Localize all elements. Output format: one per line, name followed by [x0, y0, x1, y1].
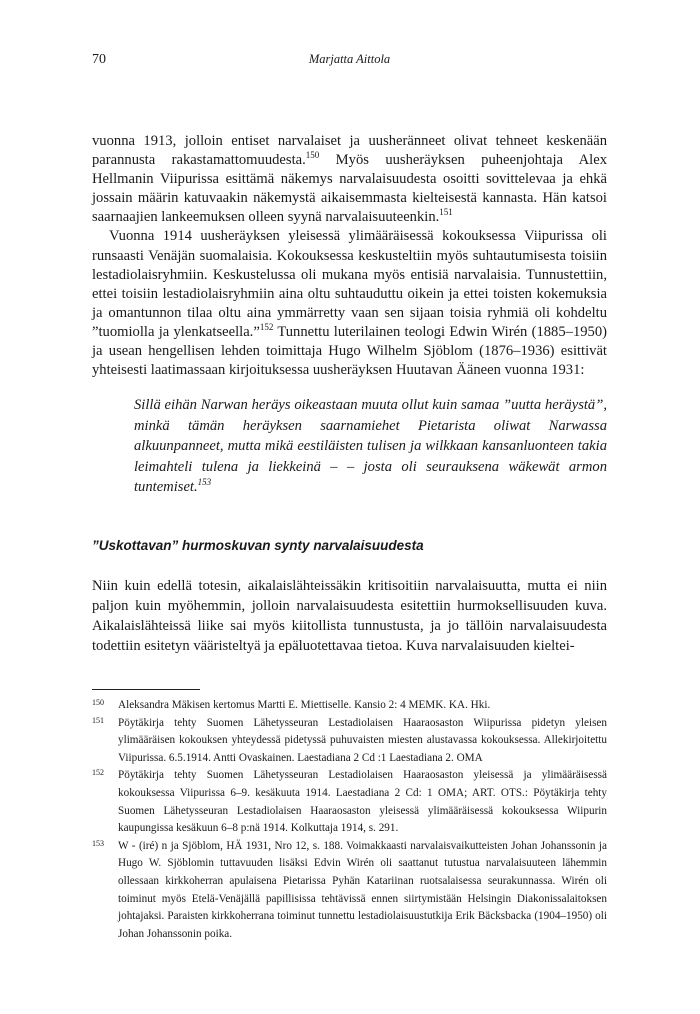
footnote-number: 151	[92, 715, 104, 725]
page-number: 70	[92, 52, 106, 67]
footnote-151	[92, 715, 607, 768]
paragraph-text: Tunnettu luterilainen teologi Edwin Wirén (1885–1950) ja usean hengellisen lehden toimittaja Hugo Wilhelm Sjöblom (1876–1936) esittivät yhteisesti laatimassaan kirjoituksessa uusheräyksen Huutavan Ääneen vuonna 1931:	[92, 323, 607, 379]
paragraph-1	[92, 132, 607, 227]
footnotes	[92, 697, 607, 943]
footnote-ref-152[interactable]: 152	[259, 322, 274, 333]
paragraph-text: Vuonna 1914 uusheräyksen yleisessä ylimääräisessä kokouksessa Viipurissa oli runsaasti Venäjän suomalaisia. Kokouksessa keskusteltiin myös suhtautumisesta toisiin lestadiolaisryhmiin. Keskustelussa oli mukana myös entisiä narvalaisia. Tunnustettiin, ettei toisiin lestadiolaisryhmiin aina oltu suhtauduttu oikein ja ettei toisten kokemuksia ja omantunnon tilaa oltu aina ymmärretty vaan sen sijaan toisia ryhmiä oli kohdeltu ”tuomiolla ja ylenkatseella.”	[92, 228, 607, 340]
section-paragraph: Niin kuin edellä totesin, aikalaislähteissäkin kritisoitiin narvalaisuutta, mutta ei niin paljon kuin myöhemmin, jolloin narvalaisuudesta esitettiin hurmoksellisuuden kuva. Aikalaislähteissä liike sai myös kiitollista tunnustusta, ja jo tällöin narvalaisuudesta todettiin esitetyn vääristeltyä ja epäluotettavaa tietoa. Kuva narvalaisuuden kieltei-	[92, 577, 607, 654]
footnote-150	[92, 697, 607, 715]
section-heading: ”Uskottavan” hurmoskuvan synty narvalaisuudesta	[92, 537, 424, 553]
footnote-number: 150	[92, 698, 104, 707]
footnote-text: W - (iré) n ja Sjöblom, HÄ 1931, Nro 12, s. 188. Voimakkaasti narvalaisvaikutteisten Johan Johanssonin ja Hugo W. Sjöblomin tuttavuuden lisäksi Edvin Wirén oli saattanut tutustua narvalaisuuteen lähemmin ollessaan kirkkoherran apulaisena Pietarissa Pyhän Katariinan ruotsalaisessa seurakunnassa. Wirén oli toiminut myös Etelä-Venäjällä papillisissa tehtävissä ennen siirtymistään Helsingin Diakonissalaitoksen johtajaksi. Paraisten kirkkoherrana toiminut tunnettu lestadiolaisuustutkija Erik Bäcksbacka (1904–1950) oli Johan Johanssonin poika.	[118, 839, 607, 940]
main-text	[92, 132, 607, 656]
block-quote	[134, 395, 607, 498]
footnote-152	[92, 767, 607, 837]
footnote-text: Pöytäkirja tehty Suomen Lähetysseuran Lestadiolaisen Haaraosaston Wiipurissa pidetyn yleisen ylimääräisen kokouksen yhteydessä pidetyssä puhuvaisten miesten alustavassa kokouksessa. Allekirjoitettu Viipurissa. 6.5.1914. Antti Ovaskainen. Laestadiana 2 Cd :1 Laestadiana 2. OMA	[118, 716, 607, 764]
running-title: Marjatta Aittola	[308, 52, 391, 66]
footnote-ref-150[interactable]: 150	[305, 150, 320, 161]
footnote-number: 153	[92, 838, 104, 848]
quote-text: Sillä eihän Narwan heräys oikeastaan muuta ollut kuin samaa ”uutta heräystä”, minkä tämän heräyksen saarnamiehet Pietarista oliwat Narwassa alkuunpanneet, mutta mikä eestiläisten tulisen ja wilkkaan kansanluonteen takia leimahteli tulena ja liekkeinä – – josta oli seurauksena wäkewät armon tuntemiset.	[134, 397, 607, 496]
paragraph-text: Myös uusheräyksen puheenjohtaja Alex Hellmanin Viipurissa esittämä näkemys narvalaisuudesta osoitti sovittelevaa ja ehkä jossain määrin katuvaakin näkemystä aikaisemmasta kielteisestä kannasta. Hän katsoi saarnaajien lankeemuksen olleen syynä narvalaisuuteenkin.	[92, 152, 607, 226]
paragraph-text: vuonna 1913, jolloin entiset narvalaiset ja uusheränneet olivat tehneet keskenään parannusta rakastamattomuudesta.	[92, 133, 607, 169]
footnote-text: Aleksandra Mäkisen kertomus Martti E. Miettiselle. Kansio 2: 4 MEMK. KA. Hki.	[118, 699, 491, 711]
footnote-ref-153[interactable]: 153	[197, 477, 212, 488]
footnote-separator	[92, 689, 200, 690]
running-head	[92, 52, 607, 72]
footnote-153	[92, 838, 607, 944]
footnote-ref-151[interactable]: 151	[439, 207, 453, 218]
footnote-text: Pöytäkirja tehty Suomen Lähetysseuran Lestadiolaisen Haaraosaston yleisessä ja ylimääräisessä kokouksessa Viipurissa 6–9. kesäkuuta 1914. Laestadiana 2 Cd: 1 OMA; ART. OTS.: Pöytäkirja tehty Suomen Lähetysseuran Lestadiolaisen Haaraosaston yleisessä ylimääräisessä kokouksessa Wiipurin kaupungissa kesäkuun 6–8 p:nä 1914. Kolkuttaja 1914, s. 291.	[118, 769, 607, 835]
footnote-number: 152	[92, 768, 104, 778]
paragraph-2	[92, 227, 607, 380]
